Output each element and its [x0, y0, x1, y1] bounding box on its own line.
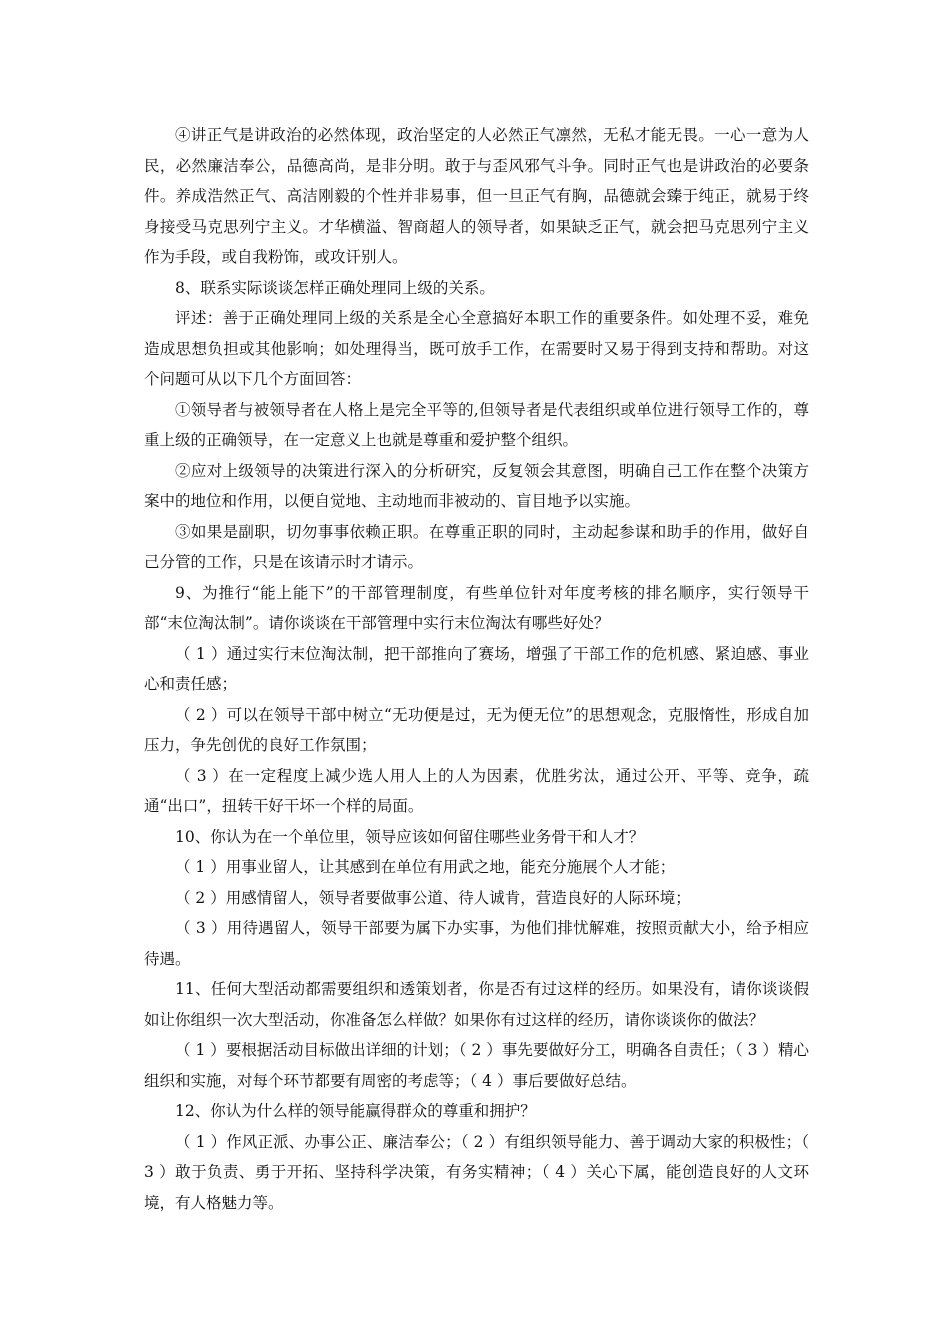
answer-11: （ 1 ）要根据活动目标做出详细的计划；（ 2 ）事先要做好分工，明确各自责任；（ 3 ）精心组织和实施，对每个环节都要有周密的考虑等；（ 4 ）事后要做好总结。	[144, 1041, 809, 1090]
paragraph-integrity: ④讲正气是讲政治的必然体现，政治坚定的人必然正气凛然，无私才能无畏。一心一意为人民，必然廉洁奉公，品德高尚，是非分明。敢于与歪风邪气斗争。同时正气也是讲政治的必要条件。养成浩然正气、高洁刚毅的个性并非易事，但一旦正气有胸，品德就会臻于纯正，就易于终身接受马克思列宁主义。才华横溢、智商超人的领导者，如果缺乏正气，就会把马克思列宁主义作为手段，或自我粉饰，或攻讦别人。	[144, 126, 809, 266]
answer-8-point-1: ①领导者与被领导者在人格上是完全平等的,但领导者是代表组织或单位进行领导工作的，尊重上级的正确领导，在一定意义上也就是尊重和爱护整个组织。	[144, 400, 809, 449]
answer-9-point-2: （ 2 ）可以在领导干部中树立“无功便是过，无为便无位”的思想观念，克服惰性，形成自加压力，争先创优的良好工作氛围；	[144, 705, 809, 754]
answer-10-point-3: （ 3 ）用待遇留人，领导干部要为属下办实事，为他们排忧解难，按照贡献大小，给予相应待遇。	[144, 919, 809, 968]
answer-9-point-1: （ 1 ）通过实行末位淘汰制，把干部推向了赛场，增强了干部工作的危机感、紧迫感、事业心和责任感；	[144, 644, 809, 693]
question-9: 9、为推行“能上能下”的干部管理制度，有些单位针对年度考核的排名顺序，实行领导干部“末位淘汰制”。请你谈谈在干部管理中实行末位淘汰有哪些好处？	[144, 583, 809, 632]
question-12: 12、你认为什么样的领导能赢得群众的尊重和拥护？	[175, 1102, 536, 1120]
question-10: 10、你认为在一个单位里，领导应该如何留住哪些业务骨干和人才？	[175, 827, 645, 846]
answer-8-point-2: ②应对上级领导的决策进行深入的分析研究，反复领会其意图，明确自己工作在整个决策方案中的地位和作用，以便自觉地、主动地而非被动的、盲目地予以实施。	[144, 461, 809, 510]
question-11: 11、任何大型活动都需要组织和透策划者，你是否有过这样的经历。如果没有，请你谈谈假如让你组织一次大型活动，你准备怎么样做？如果你有过这样的经历，请你谈谈你的做法？	[144, 980, 809, 1029]
commentary-8: 评述：善于正确处理同上级的关系是全心全意搞好本职工作的重要条件。如处理不妥，难免造成思想负担或其他影响；如处理得当，既可放手工作，在需要时又易于得到支持和帮助。对这个问题可从以下几个方面回答：	[144, 309, 809, 388]
answer-9-point-3: （ 3 ）在一定程度上减少选人用人上的人为因素，优胜劣汰，通过公开、平等、竞争，疏通“出口”，扭转干好干坏一个样的局面。	[144, 766, 809, 815]
answer-10-point-2: （ 2 ）用感情留人，领导者要做事公道、待人诚肯，营造良好的人际环境；	[175, 888, 691, 907]
answer-12: （ 1 ）作风正派、办事公正、廉洁奉公；（ 2 ）有组织领导能力、善于调动大家的积极性；（ 3 ）敢于负责、勇于开拓、坚持科学决策，有务实精神；（ 4 ）关心下属，能创造良好的人文环境，有人格魅力等。	[144, 1132, 809, 1212]
answer-10-point-1: （ 1 ）用事业留人，让其感到在单位有用武之地，能充分施展个人才能；	[175, 858, 676, 876]
document-page	[144, 120, 809, 1218]
question-8: 8、联系实际谈谈怎样正确处理同上级的关系。	[175, 278, 495, 297]
answer-8-point-3: ③如果是副职，切勿事事依赖正职。在尊重正职的同时，主动起参谋和助手的作用，做好自己分管的工作，只是在该请示时才请示。	[144, 522, 809, 571]
